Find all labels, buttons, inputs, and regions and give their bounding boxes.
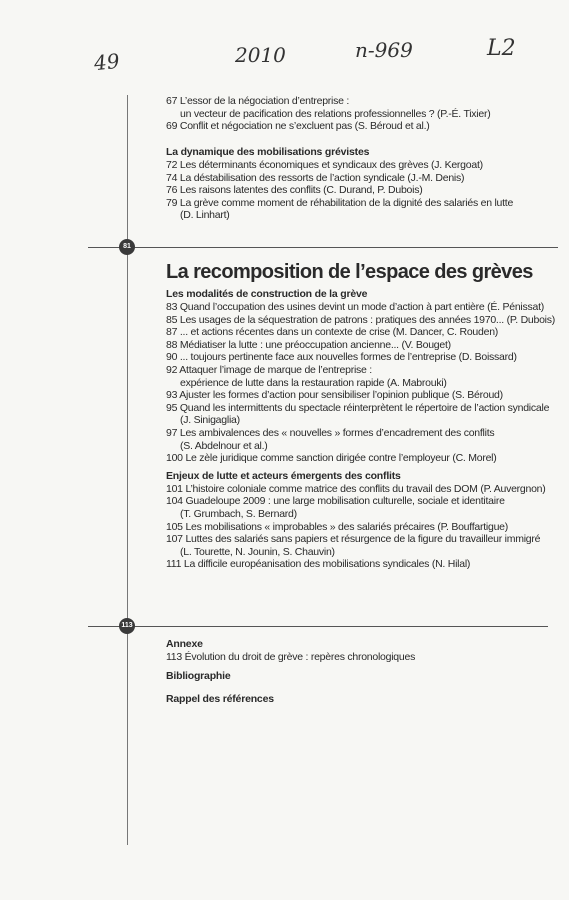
page-marker-113: 113 — [119, 618, 135, 634]
section-heading: Enjeux de lutte et acteurs émergents des conflits — [166, 469, 401, 482]
entry-continuation: (L. Tourette, N. Jounin, S. Chauvin) — [180, 545, 335, 558]
handwritten-note-l2: L2 — [487, 36, 516, 61]
page-number: 76 — [166, 184, 178, 197]
entry-title: Médiatiser la lutte : une préoccupation ancienne... (V. Bouget) — [179, 338, 451, 351]
page-number: 107 — [166, 533, 183, 546]
page-number: 95 — [166, 401, 178, 414]
entry-continuation: un vecteur de pacification des relations professionnelles ? (P.-É. Tixier) — [180, 107, 491, 120]
page-number: 100 — [166, 452, 183, 465]
entry-title: Quand les intermittents du spectacle réinterprètent le répertoire de l’action syndicale — [179, 401, 550, 414]
toc-entry — [166, 495, 561, 520]
toc-entry — [166, 452, 561, 465]
entry-title: Quand l’occupation des usines devint un mode d’action à part entière (É. Pénissat) — [179, 301, 545, 313]
page-number: 72 — [166, 159, 178, 171]
toc-entry — [166, 521, 561, 534]
entry-continuation: (S. Abdelnour et al.) — [180, 439, 268, 452]
section-heading: La dynamique des mobilisations grévistes — [166, 146, 370, 158]
page-number: 93 — [166, 389, 178, 402]
toc-entry — [166, 301, 561, 314]
entry-title: Attaquer l’image de marque de l’entreprise : — [179, 363, 372, 376]
handwritten-note-year: 2010 — [235, 43, 286, 67]
page-number: 90 — [166, 351, 178, 364]
entry-title: Le zèle juridique comme sanction dirigée contre l’employeur (C. Morel) — [185, 452, 497, 465]
page-marker-81: 81 — [119, 239, 135, 255]
section-rule-113 — [88, 626, 548, 627]
handwritten-note-number: n-969 — [355, 38, 413, 62]
entry-title: La difficile européanisation des mobilisations syndicales (N. Hilal) — [183, 558, 471, 571]
page-number: 85 — [166, 313, 178, 326]
page-number: 87 — [166, 326, 178, 339]
page-number: 79 — [166, 196, 178, 209]
toc-entry — [166, 120, 561, 133]
page-number: 104 — [166, 495, 183, 508]
page-number: 113 — [166, 651, 182, 663]
entry-title: ... et actions récentes dans un contexte de crise (M. Dancer, C. Rouden) — [179, 326, 499, 339]
entry-title: Conflit et négociation ne s’excluent pas (S. Béroud et al.) — [179, 120, 430, 133]
entry-title: Évolution du droit de grève : repères chronologiques — [184, 651, 416, 663]
entry-continuation: (D. Linhart) — [180, 209, 230, 222]
page-number: 67 — [166, 95, 178, 107]
toc-annexe-section — [166, 638, 561, 706]
toc-entry — [166, 172, 561, 185]
entry-title: Les raisons latentes des conflits (C. Durand, P. Dubois) — [179, 184, 423, 197]
entry-continuation: expérience de lutte dans la restauration rapide (A. Mabrouki) — [180, 376, 447, 389]
toc-entry — [166, 389, 561, 402]
toc-entry — [166, 326, 561, 339]
bibliographie-heading: Bibliographie — [166, 669, 231, 682]
entry-title: Les ambivalences des « nouvelles » formes d’encadrement des conflits — [179, 426, 495, 439]
toc-entry — [166, 558, 561, 571]
entry-title: Les mobilisations « improbables » des salariés précaires (P. Bouffartigue) — [185, 520, 508, 533]
toc-entry — [166, 651, 561, 664]
page-number: 83 — [166, 301, 178, 313]
vertical-rule — [127, 95, 128, 845]
toc-entry — [166, 339, 561, 352]
page-number: 105 — [166, 520, 183, 533]
page-number: 101 — [166, 482, 183, 495]
entry-title: La grève comme moment de réhabilitation de la dignité des salariés en lutte — [179, 196, 514, 209]
rappel-heading: Rappel des références — [166, 692, 274, 705]
page-number: 111 — [166, 558, 182, 571]
toc-dynamique-section — [166, 142, 561, 222]
toc-entry — [166, 197, 561, 222]
toc-top-section — [166, 95, 561, 133]
entry-title: ... toujours pertinente face aux nouvelles formes de l’entreprise (D. Boissard) — [179, 351, 517, 364]
entry-title: L’histoire coloniale comme matrice des conflits du travail des DOM (P. Auvergnon) — [185, 482, 546, 495]
entry-title: L’essor de la négociation d’entreprise : — [179, 95, 350, 107]
toc-entry — [166, 402, 561, 427]
page-number: 92 — [166, 363, 178, 376]
toc-entry — [166, 483, 561, 496]
toc-entry — [166, 184, 561, 197]
page-number: 88 — [166, 338, 178, 351]
toc-chapter-recomposition — [166, 260, 561, 571]
page-number: 69 — [166, 120, 178, 133]
entry-title: Luttes des salariés sans papiers et résurgence de la figure du travailleur immigré — [185, 533, 541, 546]
page-number: 97 — [166, 426, 178, 439]
section-heading: Les modalités de construction de la grève — [166, 288, 368, 300]
toc-entry — [166, 95, 561, 120]
entry-continuation: (J. Sinigaglia) — [180, 414, 240, 427]
toc-entry — [166, 533, 561, 558]
section-rule-81 — [88, 247, 558, 248]
toc-entry — [166, 427, 561, 452]
entry-title: Ajuster les formes d’action pour sensibiliser l’opinion publique (S. Béroud) — [179, 389, 503, 402]
entry-title: Les usages de la séquestration de patrons : pratiques des années 1970... (P. Dubois) — [179, 313, 556, 326]
entry-title: Les déterminants économiques et syndicaux des grèves (J. Kergoat) — [179, 159, 483, 171]
entry-title: La déstabilisation des ressorts de l’action syndicale (J.-M. Denis) — [179, 171, 465, 184]
entry-title: Guadeloupe 2009 : une large mobilisation culturelle, sociale et identitaire — [185, 495, 505, 508]
entry-continuation: (T. Grumbach, S. Bernard) — [180, 507, 297, 520]
toc-entry — [166, 351, 561, 364]
page-number: 74 — [166, 171, 178, 184]
annexe-heading: Annexe — [166, 638, 203, 650]
chapter-title: La recomposition de l’espace des grèves — [166, 261, 533, 283]
toc-entry — [166, 314, 561, 327]
toc-entry — [166, 364, 561, 389]
handwritten-note-49: 49 — [92, 48, 121, 76]
toc-entry — [166, 159, 561, 172]
